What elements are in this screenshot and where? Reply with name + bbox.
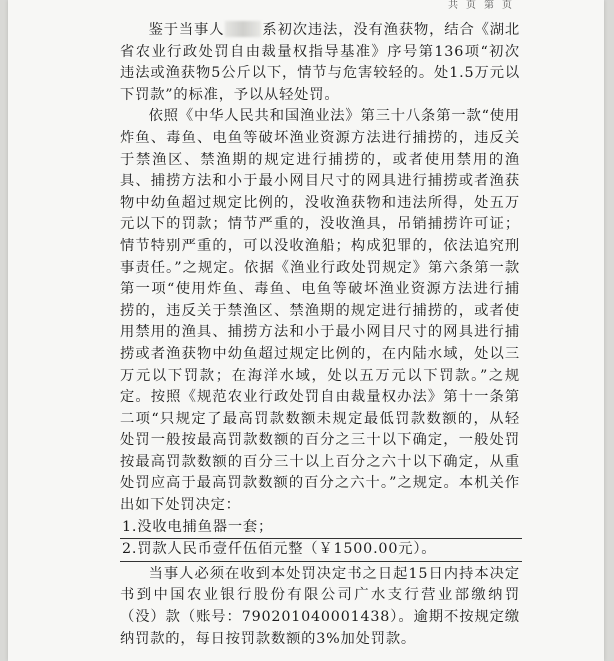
paragraph-mitigation (120, 20, 520, 106)
header-total: 共 (448, 0, 466, 11)
paragraph-payment: 当事人必须在收到本处罚决定书之日起15日内持本决定书到中国农业银行股份有限公司广水支行营业部缴纳罚（没）款（账号：790201040001438）。逾期不按规定缴纳罚款的，每日按罚款数额的3%加处罚款。 (120, 565, 520, 647)
decision-item-2: 2.罚款人民币壹仟伍佰元整（￥1500.00元）。 (120, 539, 522, 562)
document-page (8, 0, 604, 661)
paragraph-legal-basis: 依照《中华人民共和国渔业法》第三十八条第一款“使用炸鱼、毒鱼、电鱼等破坏渔业资源方法进行捕捞的，违反关于禁渔区、禁渔期的规定进行捕捞的，或者使用禁用的渔具、捕捞方法和小于最小网目尺寸的网具进行捕捞或者渔获物中幼鱼超过规定比例的，没收渔获物和违法所得，处五万元以下的罚款；情节严重的，没收渔具，吊销捕捞许可证；情节特别严重的，可以没收渔船；构成犯罪的，依法追究刑事责任。”之规定。依据《渔业行政处罚规定》第六条第一款第一项“使用炸鱼、毒鱼、电鱼等破坏渔业资源方法进行捕捞的，违反关于禁渔区、禁渔期的规定进行捕捞的，或者使用禁用的渔具、捕捞方法和小于最小网目尺寸的网具进行捕捞或者渔获物中幼鱼超过规定比例的，在内陆水域，处以三万元以下罚款；在海洋水域，处以五万元以下罚款。”之规定。按照《规范农业行政处罚自由裁量权办法》第十一条第二项“只规定了最高罚款数额未规定最低罚款数额的，从轻处罚一般按最高罚款数额的百分之三十以下确定，一般处罚按最高罚款数额的百分三十以上百分之六十以下确定，从重处罚应高于最高罚款数额的百分之六十。”之规定。本机关作出如下处罚决定： (120, 108, 520, 514)
document-body (120, 20, 520, 650)
header-page-unit: 页 (502, 0, 520, 11)
p1-before: 鉴于当事人 (148, 22, 225, 38)
redacted-name (225, 21, 261, 37)
decision-item-1: 1.没收电捕鱼器一套； (120, 517, 522, 540)
header-page-no: 第 (484, 0, 502, 11)
p1-after: 系初次违法，没有渔获物，结合《湖北省农业行政处罚自由裁量权指导基准》序号第136项“初次违法或渔获物5公斤以下，情节与危害较轻的。处1.5万元以下罚款”的标准，予以从轻处罚。 (120, 22, 520, 103)
page-header (448, 0, 520, 12)
header-pages: 页 (466, 0, 484, 11)
